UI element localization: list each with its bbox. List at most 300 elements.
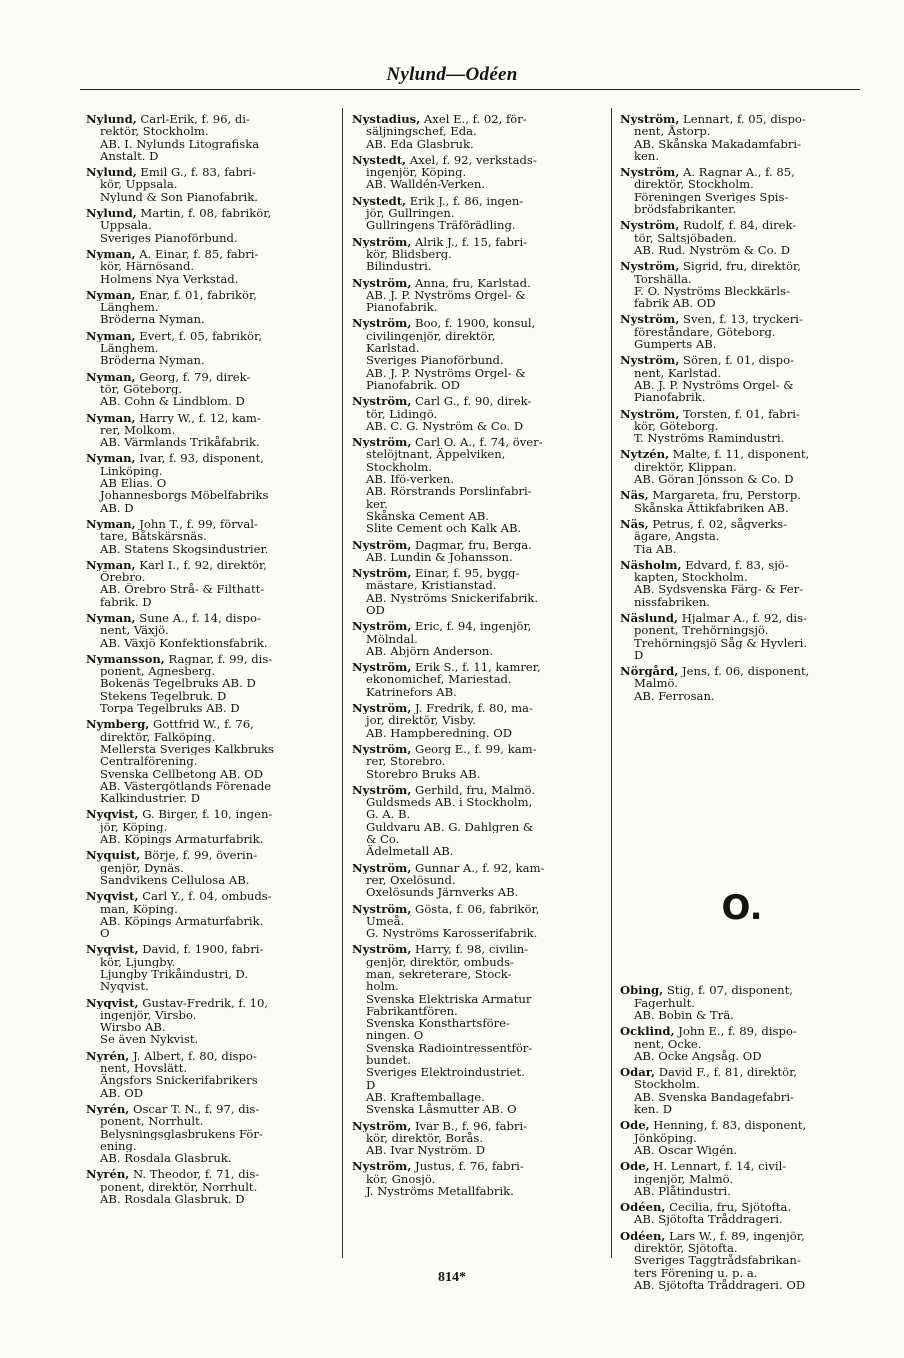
- entry-detail-line: Katrinefors AB.: [366, 685, 457, 699]
- entry-detail-line: AB. OD: [100, 1086, 144, 1099]
- entry-detail-line: D: [366, 1078, 376, 1091]
- entry-detail-line: kör, direktör, Borås.: [366, 1131, 484, 1145]
- directory-entry: [86, 371, 334, 408]
- entry-person-line: Nyström, Ivar B., f. 96, fabri-: [352, 1119, 528, 1132]
- entry-detail-line: AB. Hampberedning. OD: [366, 726, 513, 739]
- entry-detail-line: Torshälla.: [634, 272, 692, 285]
- directory-entry: [352, 862, 600, 899]
- entry-detail-line: AB. Växjö Konfektionsfabrik.: [100, 636, 268, 649]
- entry-person-line: Ocklind, John E., f. 89, dispo-: [620, 1025, 797, 1038]
- entry-detail-line: Pianofabrik. OD: [366, 378, 460, 392]
- entry-detail-line: Se även Nykvist.: [100, 1033, 199, 1046]
- directory-entry: [86, 452, 334, 513]
- entry-detail-line: Länghem.: [100, 342, 159, 355]
- entry-detail-line: Föreningen Sveriges Spis-: [634, 190, 789, 204]
- entry-person-line: Nyrén, Oscar T. N., f. 97, dis-: [86, 1102, 260, 1116]
- entry-detail-line: AB. Sjötofta Tråddrageri.: [634, 1213, 783, 1226]
- entry-person-line: Nyman, A. Einar, f. 85, fabri-: [86, 247, 259, 261]
- directory-column-1: [86, 113, 334, 1209]
- entry-detail-line: Karlstad.: [366, 342, 420, 355]
- entry-detail-line: ker.: [366, 497, 388, 510]
- entry-detail-line: Jönköping.: [634, 1131, 697, 1144]
- entry-detail-line: mästare, Kristianstad.: [366, 579, 497, 592]
- entry-detail-line: G. A. B.: [366, 808, 411, 821]
- entry-detail-line: AB. J. P. Nyströms Orgel- &: [366, 288, 526, 302]
- directory-entry: [86, 166, 334, 203]
- directory-entry: [352, 539, 600, 564]
- directory-entry: [352, 903, 600, 940]
- entry-detail-line: AB. Ferrosan.: [634, 689, 715, 703]
- entry-person-line: Nyström, Lennart, f. 05, dispo-: [620, 113, 806, 126]
- entry-person-line: Näs, Margareta, fru, Perstorp.: [620, 489, 801, 502]
- entry-person-line: Nystedt, Erik J., f. 86, ingen-: [352, 194, 524, 208]
- directory-entry: [352, 195, 600, 232]
- entry-detail-line: Guldsmeds AB. i Stockholm,: [366, 796, 533, 809]
- entry-detail-line: Sveriges Pianoförbund.: [100, 231, 238, 244]
- entry-person-line: Nymberg, Gottfrid W., f. 76,: [86, 718, 254, 731]
- directory-entry: [620, 260, 864, 309]
- entry-detail-line: AB. Sydsvenska Färg- & Fer-: [634, 583, 804, 596]
- entry-detail-line: brödsfabrikanter.: [634, 203, 737, 216]
- entry-person-line: Nyström, Sven, f. 13, tryckeri-: [620, 313, 803, 326]
- entry-person-line: Nyqvist, Carl Y., f. 04, ombuds-: [86, 890, 272, 903]
- entry-detail-line: Skånska Ättikfabriken AB.: [634, 501, 789, 514]
- entry-detail-line: AB. Sjötofta Tråddrageri. OD: [634, 1278, 806, 1292]
- entry-detail-line: Trehörningsjö Såg & Hyvleri.: [634, 636, 808, 649]
- entry-detail-line: man, Köping.: [100, 902, 178, 915]
- column-3-entries: [620, 113, 864, 702]
- entry-person-line: Nyström, Georg E., f. 99, kam-: [352, 742, 537, 756]
- entry-detail-line: Länghem.: [100, 301, 159, 314]
- entry-detail-line: Skånska Cement AB.: [366, 509, 489, 523]
- entry-person-line: Odéen, Cecilia, fru, Sjötofta.: [620, 1201, 792, 1214]
- entry-detail-line: genjör, Dynäs.: [100, 861, 184, 874]
- directory-entry: [620, 984, 864, 1021]
- directory-entry: [86, 113, 334, 162]
- entry-detail-line: ningen. O: [366, 1029, 424, 1042]
- directory-entry: [86, 849, 334, 886]
- entry-detail-line: direktör, Sjötofta.: [634, 1242, 738, 1255]
- entry-person-line: Odar, David F., f. 81, direktör,: [620, 1066, 798, 1079]
- entry-detail-line: O: [100, 927, 110, 940]
- directory-entry: [86, 289, 334, 326]
- directory-entry: [352, 277, 600, 314]
- entry-detail-line: föreståndare, Göteborg.: [634, 325, 776, 339]
- directory-entry: [620, 408, 864, 445]
- entry-person-line: Näslund, Hjalmar A., f. 92, dis-: [620, 611, 807, 625]
- entry-detail-line: kör, Blidsberg.: [366, 247, 452, 261]
- entry-person-line: Nyström, Anna, fru, Karlstad.: [352, 276, 531, 289]
- entry-detail-line: Sandvikens Cellulosa AB.: [100, 873, 250, 887]
- entry-detail-line: Pianofabrik.: [634, 391, 706, 404]
- entry-person-line: Nylund, Emil G., f. 83, fabri-: [86, 166, 257, 179]
- entry-detail-line: nent, Karlstad.: [634, 366, 722, 379]
- directory-entry: [620, 612, 864, 661]
- entry-detail-line: Fagerhult.: [634, 996, 695, 1009]
- column-divider: [342, 108, 343, 1258]
- entry-detail-line: jör, Köping.: [100, 820, 168, 834]
- entry-detail-line: jor, direktör, Visby.: [366, 714, 476, 727]
- entry-person-line: Nyström, Rudolf, f. 84, direk-: [620, 219, 797, 232]
- directory-entry: [352, 236, 600, 273]
- directory-entry: [86, 330, 334, 367]
- directory-entry: [86, 559, 334, 608]
- directory-entry: [352, 567, 600, 616]
- directory-entry: [620, 313, 864, 350]
- entry-detail-line: direktör, Klippan.: [634, 460, 737, 474]
- entry-detail-line: ingenjör, Köping.: [366, 166, 467, 179]
- directory-entry: [620, 1160, 864, 1197]
- entry-detail-line: Pianofabrik.: [366, 301, 438, 314]
- entry-person-line: Nyström, A. Ragnar A., f. 85,: [620, 166, 795, 179]
- entry-detail-line: Sveriges Pianoförbund.: [366, 354, 504, 367]
- entry-detail-line: AB. Statens Skogsindustrier.: [100, 542, 269, 555]
- entry-detail-line: nent, Ocke.: [634, 1037, 702, 1050]
- entry-person-line: Nyman, Karl I., f. 92, direktör,: [86, 558, 267, 572]
- entry-detail-line: AB. Rud. Nyström & Co. D: [634, 243, 791, 257]
- entry-person-line: Nyström, Sören, f. 01, dispo-: [620, 354, 794, 367]
- entry-detail-line: tör, Göteborg.: [100, 382, 183, 396]
- entry-detail-line: Holmens Nya Verkstad.: [100, 272, 239, 285]
- entry-detail-line: Uppsala.: [100, 219, 152, 232]
- entry-detail-line: Bröderna Nyman.: [100, 354, 205, 367]
- entry-detail-line: Centralförening.: [100, 755, 198, 768]
- entry-person-line: Nyman, Ivar, f. 93, disponent,: [86, 452, 264, 465]
- directory-entry: [352, 661, 600, 698]
- entry-person-line: Nyström, Einar, f. 95, bygg-: [352, 567, 520, 580]
- entry-detail-line: kapten, Stockholm.: [634, 571, 748, 584]
- entry-detail-line: Ängsfors Snickerifabrikers: [100, 1074, 258, 1087]
- entry-person-line: Nyström, Torsten, f. 01, fabri-: [620, 407, 800, 420]
- entry-detail-line: AB. Värmlands Trikåfabrik.: [100, 436, 260, 449]
- entry-detail-line: Bokenäs Tegelbruks AB. D: [100, 677, 256, 690]
- entry-detail-line: Wirsbo AB.: [100, 1021, 166, 1034]
- entry-detail-line: Bilindustri.: [366, 260, 432, 273]
- entry-detail-line: ekonomichef, Mariestad.: [366, 673, 512, 686]
- entry-person-line: Odéen, Lars W., f. 89, ingenjör,: [620, 1229, 805, 1242]
- entry-detail-line: stelöjtnant, Äppelviken,: [366, 448, 506, 461]
- entry-detail-line: ponent, direktör, Norrhult.: [100, 1180, 258, 1194]
- entry-detail-line: Kalkindustrier. D: [100, 792, 201, 805]
- entry-detail-line: Gullringens Träförädling.: [366, 219, 516, 232]
- entry-detail-line: AB. Abjörn Anderson.: [366, 644, 494, 658]
- directory-entry: [86, 207, 334, 244]
- entry-detail-line: nent, Växjö.: [100, 624, 169, 637]
- entry-detail-line: direktör, Falköping.: [100, 730, 216, 743]
- directory-entry: [86, 518, 334, 555]
- entry-detail-line: kör, Ljungby.: [100, 955, 176, 968]
- entry-detail-line: AB. Örebro Strå- & Filthatt-: [100, 583, 265, 596]
- entry-detail-line: AB. Köpings Armaturfabrik.: [100, 833, 264, 846]
- entry-detail-line: AB. Plåtindustri.: [634, 1184, 731, 1198]
- entry-detail-line: nent, Hovslätt.: [100, 1062, 188, 1075]
- entry-detail-line: rektör, Stockholm.: [100, 125, 209, 138]
- entry-detail-line: AB. Bobin & Trä.: [634, 1008, 734, 1022]
- directory-entry: [352, 743, 600, 780]
- entry-person-line: Nyrén, N. Theodor, f. 71, dis-: [86, 1168, 260, 1181]
- entry-detail-line: jör, Gullringen.: [366, 207, 455, 220]
- entry-detail-line: AB. Eda Glasbruk.: [366, 137, 474, 150]
- entry-detail-line: ening.: [100, 1139, 137, 1153]
- directory-entry: [352, 702, 600, 739]
- entry-detail-line: Mölndal.: [366, 632, 418, 645]
- entry-person-line: Nyström, Eric, f. 94, ingenjör,: [352, 620, 532, 633]
- directory-column-3: [620, 113, 864, 1295]
- entry-detail-line: Svenska Elektriska Armatur: [366, 992, 532, 1005]
- entry-detail-line: D: [634, 648, 644, 662]
- entry-detail-line: ponent, Norrhult.: [100, 1115, 204, 1128]
- entry-detail-line: tör, Saltsjöbaden.: [634, 231, 737, 244]
- entry-detail-line: kör, Gnosjö.: [366, 1172, 436, 1186]
- entry-detail-line: kör, Göteborg.: [634, 419, 719, 433]
- entry-person-line: Nyquist, Börje, f. 99, överin-: [86, 849, 258, 862]
- directory-entry: [86, 890, 334, 939]
- entry-detail-line: Anstalt. D: [100, 149, 159, 163]
- header-rule: [80, 89, 860, 90]
- directory-entry: [620, 448, 864, 485]
- entry-detail-line: AB. D: [100, 501, 134, 514]
- entry-person-line: Nyman, Evert, f. 05, fabrikör,: [86, 329, 262, 343]
- directory-entry: [352, 436, 600, 534]
- entry-detail-line: man, sekreterare, Stock-: [366, 968, 512, 981]
- directory-entry: [620, 518, 864, 555]
- entry-detail-line: direktör, Stockholm.: [634, 178, 754, 191]
- entry-person-line: Nystedt, Axel, f. 92, verkstads-: [352, 153, 537, 167]
- entry-detail-line: F. O. Nyströms Bleckkärls-: [634, 284, 790, 298]
- directory-entry: [86, 612, 334, 649]
- entry-detail-line: Sveriges Taggtrådsfabrikan-: [634, 1254, 801, 1267]
- directory-entry: [86, 412, 334, 449]
- entry-person-line: Nylund, Martin, f. 08, fabrikör,: [86, 207, 272, 220]
- directory-entry: [620, 665, 864, 702]
- entry-person-line: Nyström, J. Fredrik, f. 80, ma-: [352, 702, 533, 715]
- directory-entry: [352, 1160, 600, 1197]
- entry-detail-line: Torpa Tegelbruks AB. D: [100, 702, 240, 715]
- entry-detail-line: Tia AB.: [634, 542, 677, 555]
- directory-entry: [620, 559, 864, 608]
- entry-detail-line: Oxelösunds Järnverks AB.: [366, 886, 519, 899]
- entry-detail-line: AB. J. P. Nyströms Orgel- &: [366, 366, 526, 379]
- entry-detail-line: rer, Storebro.: [366, 755, 446, 768]
- entry-detail-line: säljningschef, Eda.: [366, 125, 477, 138]
- directory-entry: [86, 1168, 334, 1205]
- entry-detail-line: AB. Svenska Bandagefabri-: [634, 1090, 794, 1104]
- entry-detail-line: Malmö.: [634, 677, 678, 690]
- entry-detail-line: ingenjör, Malmö.: [634, 1172, 734, 1185]
- entry-detail-line: & Co.: [366, 833, 400, 846]
- entry-detail-line: ters Förening u. p. a.: [634, 1266, 758, 1279]
- directory-entry: [620, 219, 864, 256]
- column-3-o-entries: [620, 984, 864, 1291]
- directory-entry: [620, 1066, 864, 1115]
- directory-entry: [86, 248, 334, 285]
- entry-person-line: Nylund, Carl-Erik, f. 96, di-: [86, 113, 250, 126]
- entry-detail-line: holm.: [366, 980, 399, 993]
- entry-detail-line: AB. Nyströms Snickerifabrik.: [366, 591, 539, 604]
- directory-entry: [86, 997, 334, 1046]
- entry-detail-line: rer, Molkom.: [100, 423, 176, 437]
- entry-detail-line: ingenjör, Virsbo.: [100, 1008, 197, 1022]
- entry-detail-line: AB. Göran Jönsson & Co. D: [634, 473, 794, 486]
- page-number: 814*: [438, 1270, 466, 1285]
- entry-person-line: Nyström, Harry, f. 98, civilin-: [352, 943, 529, 956]
- entry-person-line: Ode, Henning, f. 83, disponent,: [620, 1119, 807, 1132]
- entry-person-line: Nymansson, Ragnar, f. 99, dis-: [86, 652, 273, 666]
- entry-detail-line: Belysningsglasbrukens För-: [100, 1127, 263, 1140]
- entry-detail-line: AB. Oscar Wigén.: [634, 1143, 738, 1157]
- entry-detail-line: AB. C. G. Nyström & Co. D: [366, 419, 524, 433]
- directory-entry: [620, 113, 864, 162]
- entry-person-line: Nyman, Enar, f. 01, fabrikör,: [86, 288, 257, 302]
- directory-entry: [86, 653, 334, 714]
- entry-detail-line: Svenska Konsthartsföre-: [366, 1017, 510, 1030]
- directory-entry: [620, 166, 864, 215]
- entry-detail-line: Stockholm.: [634, 1078, 700, 1091]
- entry-detail-line: AB. Skånska Makadamfabri-: [634, 137, 802, 150]
- entry-detail-line: AB. Västergötlands Förenade: [100, 779, 272, 793]
- entry-person-line: Nyman, Harry W., f. 12, kam-: [86, 411, 261, 424]
- directory-entry: [352, 395, 600, 432]
- entry-person-line: Ode, H. Lennart, f. 14, civil-: [620, 1160, 787, 1173]
- directory-entry: [620, 1025, 864, 1062]
- directory-entry: [86, 1050, 334, 1099]
- entry-detail-line: tör, Lidingö.: [366, 407, 438, 420]
- entry-detail-line: AB. Ocke Angsåg. OD: [634, 1049, 762, 1063]
- directory-entry: [352, 113, 600, 150]
- entry-detail-line: AB. Ivar Nyström. D: [366, 1144, 486, 1157]
- entry-detail-line: Stekens Tegelbruk. D: [100, 689, 227, 703]
- entry-detail-line: T. Nyströms Ramindustri.: [634, 432, 785, 445]
- entry-person-line: Nyman, John T., f. 99, förval-: [86, 517, 258, 531]
- entry-detail-line: ägare, Angsta.: [634, 530, 720, 543]
- entry-person-line: Näsholm, Edvard, f. 83, sjö-: [620, 558, 789, 572]
- directory-entry: [352, 317, 600, 391]
- entry-person-line: Nörgård, Jens, f. 06, disponent,: [620, 665, 810, 678]
- entry-detail-line: AB. Köpings Armaturfabrik.: [100, 914, 264, 928]
- entry-detail-line: ponent, Agnesberg.: [100, 665, 216, 678]
- entry-person-line: Nyström, Gunnar A., f. 92, kam-: [352, 861, 545, 874]
- entry-person-line: Nyqvist, David, f. 1900, fabri-: [86, 943, 264, 956]
- page-header-title: Nylund—Odéen: [386, 64, 518, 85]
- entry-detail-line: AB. I. Nylunds Litografiska: [100, 137, 260, 150]
- entry-detail-line: kör, Härnösand.: [100, 260, 195, 273]
- entry-person-line: Nyqvist, Gustav-Fredrik, f. 10,: [86, 996, 269, 1009]
- entry-detail-line: AB. Rörstrands Porslinfabri-: [366, 485, 532, 498]
- directory-entry: [352, 1120, 600, 1157]
- directory-entry: [620, 1119, 864, 1156]
- entry-person-line: Nyström, Alrik J., f. 15, fabri-: [352, 235, 528, 248]
- entry-detail-line: rer, Oxelösund.: [366, 873, 456, 887]
- section-letter: O.: [721, 888, 763, 929]
- entry-detail-line: Svenska Cellbetong AB. OD: [100, 767, 264, 780]
- directory-entry: [352, 943, 600, 1115]
- directory-entry: [620, 354, 864, 403]
- directory-entry: [352, 620, 600, 657]
- entry-detail-line: Johannesborgs Möbelfabriks: [100, 489, 269, 502]
- entry-person-line: Nyström, Carl G., f. 90, direk-: [352, 395, 532, 408]
- entry-detail-line: J. Nyströms Metallfabrik.: [366, 1185, 514, 1198]
- entry-person-line: Nyström, Erik S., f. 11, kamrer,: [352, 661, 541, 674]
- column-divider: [611, 108, 612, 1258]
- entry-detail-line: Sveriges Elektroindustriet.: [366, 1066, 525, 1079]
- entry-detail-line: fabrik AB. OD: [634, 297, 716, 310]
- entry-person-line: Näs, Petrus, f. 02, sågverks-: [620, 517, 788, 531]
- entry-detail-line: Linköping.: [100, 464, 163, 478]
- entry-person-line: Obing, Stig, f. 07, disponent,: [620, 984, 793, 997]
- directory-entry: [352, 784, 600, 858]
- entry-detail-line: ken.: [634, 149, 660, 163]
- entry-detail-line: Ädelmetall AB.: [366, 845, 454, 858]
- entry-person-line: Nyström, Justus, f. 76, fabri-: [352, 1160, 524, 1173]
- entry-detail-line: AB. Lundin & Johansson.: [366, 550, 513, 564]
- entry-person-line: Nyström, Carl O. A., f. 74, över-: [352, 436, 543, 449]
- directory-column-2: [352, 113, 600, 1201]
- entry-detail-line: genjör, direktör, ombuds-: [366, 955, 514, 968]
- entry-detail-line: AB Elias. O: [100, 477, 167, 490]
- entry-person-line: Nystadius, Axel E., f. 02, för-: [352, 113, 527, 126]
- directory-entry: [86, 1103, 334, 1164]
- entry-detail-line: Nyqvist.: [100, 980, 149, 993]
- entry-person-line: Nyman, Sune A., f. 14, dispo-: [86, 611, 261, 625]
- entry-detail-line: Stockholm.: [366, 460, 432, 474]
- entry-detail-line: Svenska Radiointressentför-: [366, 1041, 533, 1055]
- entry-detail-line: ken. D: [634, 1103, 673, 1116]
- directory-entry: [86, 718, 334, 804]
- entry-detail-line: AB. Cohn & Lindblom. D: [100, 395, 245, 408]
- entry-person-line: Nyrén, J. Albert, f. 80, dispo-: [86, 1049, 257, 1063]
- entry-detail-line: nent, Åstorp.: [634, 125, 711, 138]
- entry-detail-line: Gumperts AB.: [634, 338, 717, 351]
- entry-person-line: Nyman, Georg, f. 79, direk-: [86, 370, 251, 383]
- entry-detail-line: AB. Kraftemballage.: [366, 1090, 485, 1104]
- entry-detail-line: AB. Rosdala Glasbruk.: [100, 1152, 232, 1165]
- entry-detail-line: Mellersta Sveriges Kalkbruks: [100, 742, 274, 756]
- entry-detail-line: Slite Cement och Kalk AB.: [366, 522, 522, 535]
- entry-person-line: Nyström, Gerhild, fru, Malmö.: [352, 783, 536, 797]
- entry-detail-line: nissfabriken.: [634, 595, 710, 608]
- entry-detail-line: civilingenjör, direktör,: [366, 329, 496, 343]
- entry-detail-line: Guldvaru AB. G. Dahlgren &: [366, 820, 534, 834]
- entry-detail-line: tare, Båtskärsnäs.: [100, 530, 207, 543]
- entry-detail-line: fabrik. D: [100, 595, 152, 608]
- entry-person-line: Nyström, Gösta, f. 06, fabrikör,: [352, 902, 540, 915]
- directory-entry: [86, 808, 334, 845]
- entry-person-line: Nyström, Sigrid, fru, direktör,: [620, 260, 801, 273]
- directory-entry: [352, 154, 600, 191]
- entry-person-line: Nyström, Dagmar, fru, Berga.: [352, 538, 532, 551]
- entry-detail-line: AB. Rosdala Glasbruk. D: [100, 1193, 245, 1206]
- entry-detail-line: Umeå.: [366, 914, 405, 928]
- entry-detail-line: AB. Walldén-Verken.: [366, 178, 486, 191]
- entry-person-line: Nytzén, Malte, f. 11, disponent,: [620, 448, 810, 461]
- entry-detail-line: AB. Ifö-verken.: [366, 473, 455, 486]
- entry-detail-line: Ljungby Trikåindustri, D.: [100, 968, 249, 981]
- entry-detail-line: OD: [366, 603, 385, 617]
- directory-entry: [620, 489, 864, 514]
- entry-detail-line: Örebro.: [100, 571, 146, 584]
- entry-detail-line: Storebro Bruks AB.: [366, 767, 481, 780]
- entry-person-line: Nyström, Boo, f. 1900, konsul,: [352, 317, 536, 330]
- entry-detail-line: G. Nyströms Karosserifabrik.: [366, 927, 538, 940]
- directory-entry: [86, 943, 334, 992]
- entry-detail-line: ponent, Trehörningsjö.: [634, 624, 769, 637]
- entry-person-line: Nyqvist, G. Birger, f. 10, ingen-: [86, 808, 273, 821]
- entry-detail-line: AB. J. P. Nyströms Orgel- &: [634, 378, 794, 392]
- entry-detail-line: Nylund & Son Pianofabrik.: [100, 190, 258, 204]
- directory-entry: [620, 1201, 864, 1226]
- entry-detail-line: bundet.: [366, 1054, 411, 1067]
- entry-detail-line: Fabrikantfören.: [366, 1004, 458, 1018]
